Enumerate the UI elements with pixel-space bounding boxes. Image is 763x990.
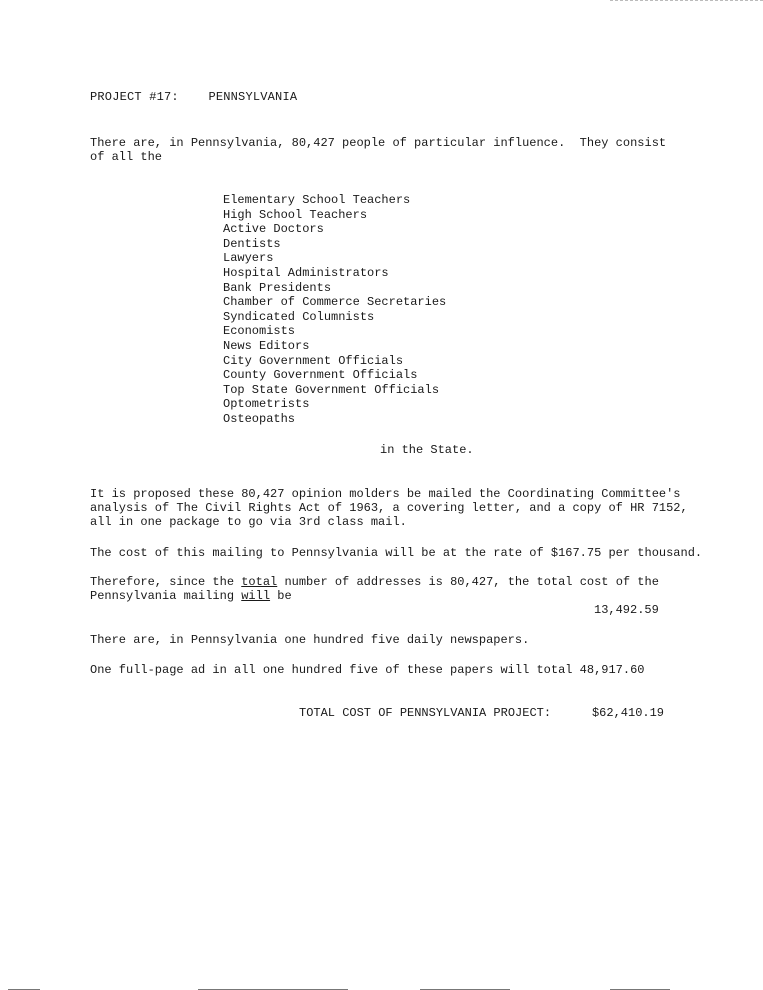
list-item: Chamber of Commerce Secretaries: [223, 295, 447, 310]
therefore-text-d: be: [270, 589, 292, 603]
list-item: High School Teachers: [223, 207, 368, 222]
top-edge-mark: [610, 0, 763, 2]
total-cost-label: TOTAL COST OF PENNSYLVANIA PROJECT:: [299, 706, 552, 720]
ad-cost-line: One full-page ad in all one hundred five of these papers will total 48,917.60: [90, 663, 645, 677]
list-item: Syndicated Columnists: [223, 309, 375, 324]
list-item: County Government Officials: [223, 368, 418, 383]
mailing-cost-value: 13,492.59: [594, 603, 659, 617]
list-item: Osteopaths: [223, 411, 296, 426]
proposal-line-2: analysis of The Civil Rights Act of 1963, a covering letter, and a copy of HR 7152,: [90, 501, 688, 515]
therefore-text-b: number of addresses is 80,427, the total cost of the: [277, 575, 659, 589]
list-item: Economists: [223, 324, 296, 339]
list-item: Dentists: [223, 236, 281, 251]
underlined-will: will: [241, 589, 271, 603]
cost-rate-line: The cost of this mailing to Pennsylvania will be at the rate of $167.75 per thousand.: [90, 546, 703, 560]
total-cost-value: $62,410.19: [591, 706, 664, 720]
proposal-line-3: all in one package to go via 3rd class mail.: [90, 515, 407, 529]
proposal-line-1: It is proposed these 80,427 opinion molders be mailed the Coordinating Committee's: [90, 487, 681, 501]
therefore-line-1: [90, 575, 659, 589]
intro-line-1: There are, in Pennsylvania, 80,427 people of particular influence. They consist: [90, 136, 667, 150]
professions-list: [223, 193, 446, 427]
list-item: Top State Government Officials: [223, 382, 440, 397]
intro-line-2: of all the: [90, 150, 163, 164]
therefore-line-2: [90, 589, 292, 603]
newspapers-line: There are, in Pennsylvania one hundred five daily newspapers.: [90, 633, 530, 647]
list-item: Active Doctors: [223, 222, 324, 237]
list-item: Optometrists: [223, 397, 310, 412]
underlined-total: total: [241, 575, 278, 589]
list-item: News Editors: [223, 338, 310, 353]
project-label: PROJECT #17:: [90, 90, 179, 104]
in-the-state: in the State.: [380, 443, 474, 457]
project-state: PENNSYLVANIA: [208, 90, 298, 104]
therefore-text-c: Pennsylvania mailing: [90, 589, 242, 603]
list-item: Elementary School Teachers: [223, 193, 411, 207]
list-item: Lawyers: [223, 251, 274, 266]
list-item: Bank Presidents: [223, 280, 332, 295]
therefore-text-a: Therefore, since the: [90, 575, 242, 589]
project-header: [90, 90, 297, 104]
list-item: City Government Officials: [223, 353, 404, 368]
total-cost-line: [299, 706, 664, 720]
list-item: Hospital Administrators: [223, 265, 389, 280]
